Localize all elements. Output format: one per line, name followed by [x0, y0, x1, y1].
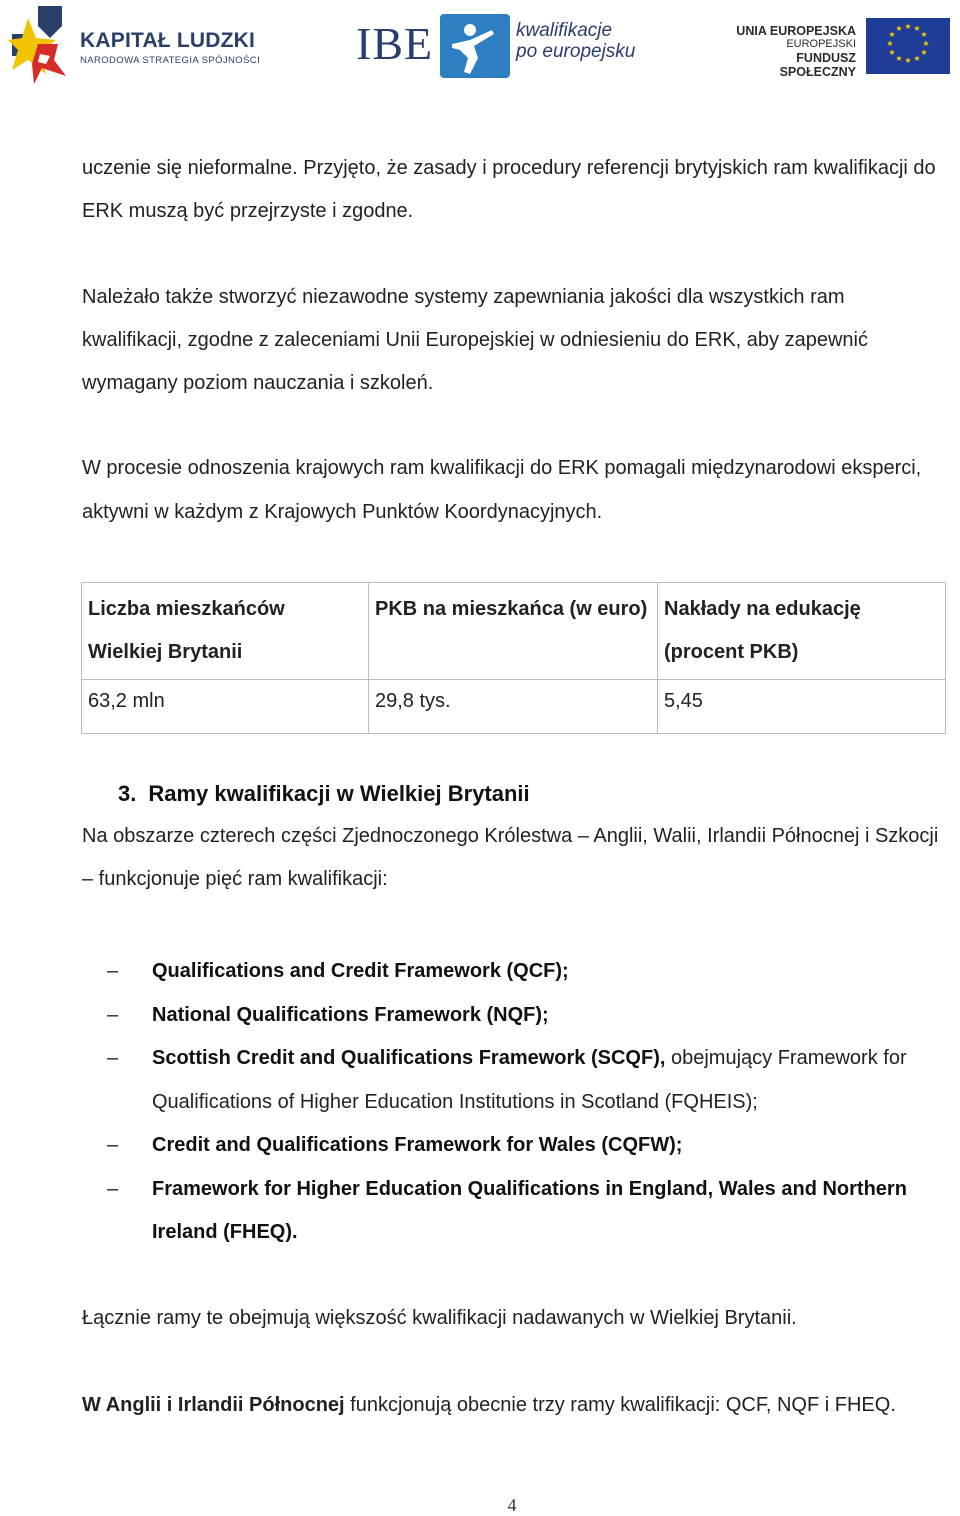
dash-bullet: – [107, 1177, 119, 1200]
section-heading [118, 773, 942, 815]
header-gdp: PKB na mieszkańca (w euro) [369, 583, 658, 680]
list-item [82, 1124, 942, 1168]
svg-text:★: ★ [886, 39, 894, 48]
list-item [82, 994, 942, 1038]
list-item [82, 950, 942, 994]
eu-flag-icon [866, 18, 950, 74]
header-population: Liczba mieszkańców Wielkiej Brytanii [82, 583, 369, 680]
page-number: 4 [507, 1495, 517, 1515]
list-item [82, 1037, 942, 1124]
svg-text:★: ★ [920, 30, 928, 39]
eu-line3: FUNDUSZ SPOŁECZNY [779, 51, 856, 79]
paragraph-2: Należało także stworzyć niezawodne systemy zapewniania jakości dla wszystkich ram kwalifikacji, zgodne z zaleceniami Unii Europejskiej w odniesieniu do ERK, aby zapewnić wymagany poziom nauczania i szkoleń. [82, 285, 868, 395]
dash-bullet: – [107, 1047, 119, 1069]
framework-name: Credit and Qualifications Framework for Wales (CQFW); [152, 1134, 683, 1156]
kwalifikacje-line1: kwalifikacje [516, 20, 613, 41]
closing-rest: funkcjonują obecnie trzy ramy kwalifikacji: QCF, NQF i FHEQ. [344, 1394, 896, 1416]
list-item [82, 1168, 942, 1255]
eu-line2: EUROPEJSKI [786, 38, 856, 50]
section-number: 3. [118, 781, 137, 806]
closing-paragraph-2 [82, 1384, 896, 1427]
kwalifikacje-wordmark [516, 20, 635, 62]
svg-text:★: ★ [888, 30, 896, 39]
uk-statistics-table [81, 582, 946, 734]
cell-population: 63,2 mln [82, 680, 369, 734]
header-education-spending: Nakłady na edukację (procent PKB) [658, 583, 946, 680]
paragraph-3: W procesie odnoszenia krajowych ram kwalifikacji do ERK pomagali międzynarodowi eksperci, aktywni w każdym z Krajowych Punktów Koordynacyjnych. [82, 457, 922, 523]
framework-name: Scottish Credit and Qualifications Framework (SCQF), [152, 1047, 666, 1069]
svg-text:★: ★ [888, 48, 896, 57]
table-header-row [82, 583, 946, 680]
frameworks-list [82, 950, 942, 1255]
svg-text:★: ★ [904, 22, 912, 31]
ibe-logo-text: IBE [356, 18, 434, 69]
closing-bold-lead: W Anglii i Irlandii Północnej [82, 1394, 345, 1416]
framework-name: Framework for Higher Education Qualifications in England, Wales and Northern Ireland (FHEQ). [152, 1177, 907, 1243]
kapital-ludzki-logo [8, 4, 72, 88]
section-title: Ramy kwalifikacji w Wielkiej Brytanii [148, 781, 530, 806]
dash-bullet: – [107, 1134, 119, 1156]
closing-paragraph-1: Łącznie ramy te obejmują większość kwalifikacji nadawanych w Wielkiej Brytanii. [82, 1307, 797, 1329]
section-intro: Na obszarze czterech części Zjednoczonego Królestwa – Anglii, Walii, Irlandii Północnej i Szkocji – funkcjonuje pięć ram kwalifikacji: [82, 825, 939, 891]
table-row [82, 680, 946, 734]
svg-text:★: ★ [913, 54, 921, 63]
dash-bullet: – [107, 960, 119, 982]
cell-gdp: 29,8 tys. [369, 680, 658, 734]
intro-paragraphs [82, 147, 942, 534]
framework-desc: obejmujący Framework for Qualifications of Higher Education Institutions in Scotland (FQHEIS); [152, 1047, 907, 1113]
section-3 [82, 773, 942, 902]
svg-text:★: ★ [922, 39, 930, 48]
framework-name: Qualifications and Credit Framework (QCF); [152, 960, 569, 982]
page-header [0, 0, 960, 96]
eu-line1: UNIA EUROPEJSKA [736, 24, 856, 38]
kapital-ludzki-title: KAPITAŁ LUDZKI [80, 29, 256, 52]
eu-wordmark [736, 24, 856, 79]
kapital-ludzki-wordmark [80, 30, 260, 66]
framework-name: National Qualifications Framework (NQF); [152, 1003, 549, 1026]
kapital-ludzki-subtitle: NARODOWA STRATEGIA SPÓJNOŚCI [80, 55, 261, 66]
paragraph-1: uczenie się nieformalne. Przyjęto, że zasady i procedury referencji brytyjskich ram kwalifikacji do ERK muszą być przejrzyste i zgodne. [82, 157, 936, 223]
dash-bullet: – [107, 1003, 119, 1026]
svg-text:★: ★ [895, 54, 903, 63]
cell-education-spending: 5,45 [658, 680, 946, 734]
svg-text:★: ★ [904, 56, 912, 65]
kwalifikacje-line2: po europejsku [516, 41, 636, 62]
svg-text:★: ★ [913, 24, 921, 33]
svg-text:★: ★ [895, 24, 903, 33]
kwalifikacje-figure-icon [440, 14, 510, 78]
svg-text:★: ★ [920, 48, 928, 57]
